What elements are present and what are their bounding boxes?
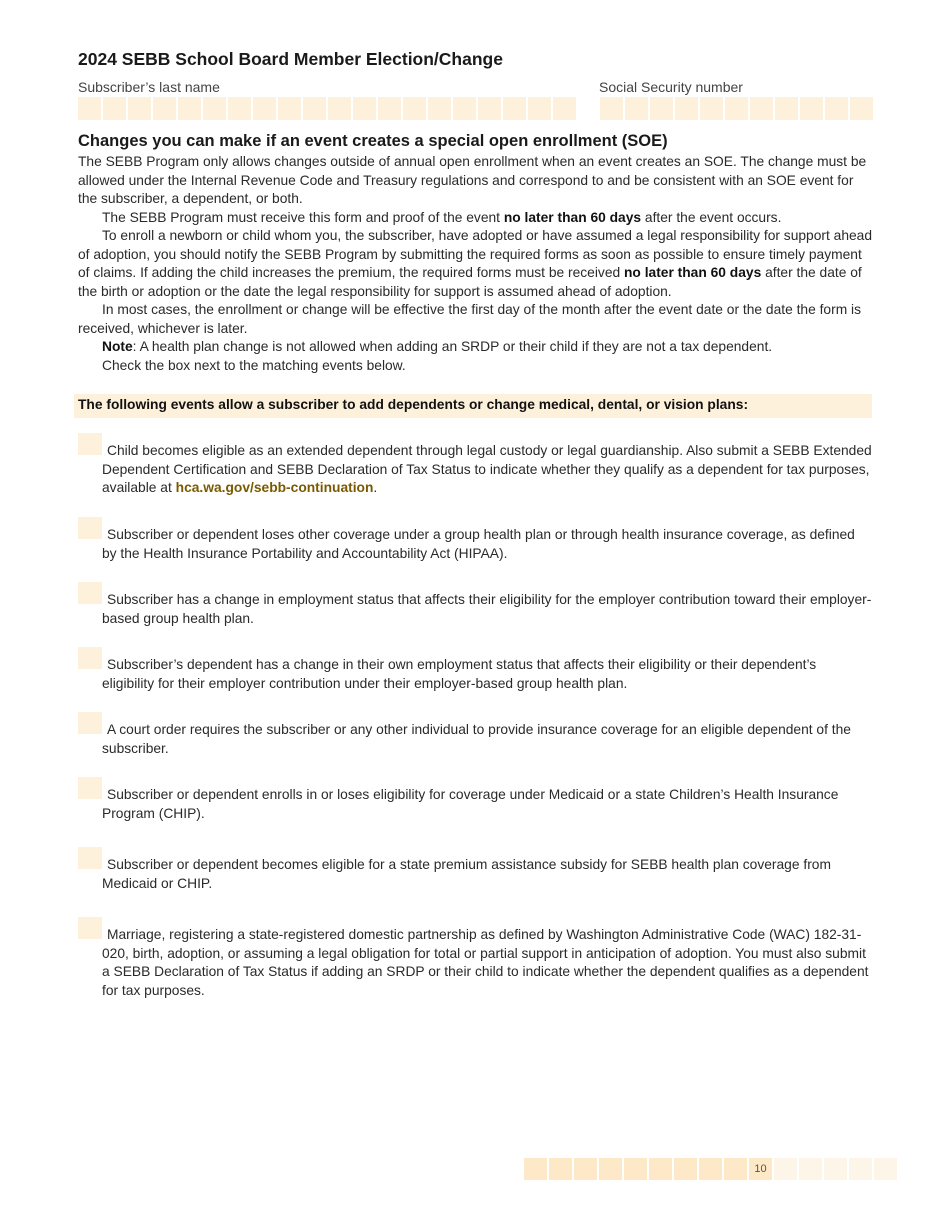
char-cell[interactable] [650,97,673,120]
soe-note: Note: A health plan change is not allowed when adding an SRDP or their child if they are not a tax dependent. [102,339,773,354]
soe-instruction: Check the box next to the matching events below. [102,357,406,373]
char-cell[interactable] [625,97,648,120]
page-tab[interactable] [824,1158,847,1180]
event-text: Child becomes eligible as an extended dependent through legal custody or legal guardianship. Also submit a SEBB Extended Dependent Certification and SEBB Declaration of Tax Status to indicate whether they qualify as a dependent for tax purposes, available at hca.wa.gov/sebb-continuation. [102,443,872,495]
char-cell[interactable] [228,97,251,120]
char-cell[interactable] [725,97,748,120]
char-cell[interactable] [178,97,201,120]
event-item [78,442,872,498]
char-cell[interactable] [800,97,823,120]
event-item [78,656,872,693]
event-item [78,591,872,628]
page-tab[interactable] [849,1158,872,1180]
char-cell[interactable] [328,97,351,120]
page-tab[interactable] [624,1158,647,1180]
events-banner: The following events allow a subscriber to add dependents or change medical, dental, or vision plans: [74,394,872,418]
char-cell[interactable] [78,97,101,120]
char-cell[interactable] [700,97,723,120]
char-cell[interactable] [750,97,773,120]
page-tab[interactable] [874,1158,897,1180]
soe-heading: Changes you can make if an event creates a special open enrollment (SOE) [78,132,668,150]
char-cell[interactable] [478,97,501,120]
char-cell[interactable] [403,97,426,120]
soe-intro [78,153,872,375]
event-checkbox[interactable] [78,647,102,669]
event-item [78,856,872,893]
char-cell[interactable] [553,97,576,120]
continuation-link[interactable]: hca.wa.gov/sebb-continuation [175,480,374,495]
current-page-indicator[interactable] [749,1158,772,1180]
char-cell[interactable] [775,97,798,120]
page-tab[interactable] [724,1158,747,1180]
event-text: Subscriber or dependent loses other coverage under a group health plan or through health insurance coverage, as defined by the Health Insurance Portability and Accountability Act (HIPAA). [102,527,855,561]
page-tab[interactable] [574,1158,597,1180]
event-checkbox[interactable] [78,847,102,869]
event-checkbox[interactable] [78,517,102,539]
event-checkbox[interactable] [78,777,102,799]
char-cell[interactable] [528,97,551,120]
char-cell[interactable] [503,97,526,120]
event-checkbox[interactable] [78,582,102,604]
soe-paragraph-4: In most cases, the enrollment or change will be effective the first day of the month after the event date or the date the form is received, whichever is later. [78,302,861,336]
soe-paragraph-1: The SEBB Program only allows changes outside of annual open enrollment when an event creates an SOE. The change must be allowed under the Internal Revenue Code and Treasury regulations and correspond to and be consistent with an SOE event for the subscriber, a dependent, or both. [78,154,867,206]
char-cell[interactable] [303,97,326,120]
event-text: A court order requires the subscriber or any other individual to provide insurance coverage for an eligible dependent of the subscriber. [102,722,851,756]
char-cell[interactable] [600,97,623,120]
char-cell[interactable] [378,97,401,120]
page-tab[interactable] [549,1158,572,1180]
form-title: 2024 SEBB School Board Member Election/Change [78,49,503,69]
ssn-input[interactable] [600,97,873,120]
char-cell[interactable] [675,97,698,120]
ssn-label: Social Security number [599,79,743,95]
page-tab[interactable] [674,1158,697,1180]
last-name-label: Subscriber’s last name [78,79,220,95]
event-item [78,721,872,758]
event-checkbox[interactable] [78,917,102,939]
page-number: 10 [754,1163,767,1175]
char-cell[interactable] [850,97,873,120]
char-cell[interactable] [153,97,176,120]
char-cell[interactable] [428,97,451,120]
event-text: Subscriber or dependent enrolls in or loses eligibility for coverage under Medicaid or a state Children’s Health Insurance Program (CHIP). [102,787,839,821]
page-tab[interactable] [524,1158,547,1180]
event-text: Subscriber or dependent becomes eligible for a state premium assistance subsidy for SEBB health plan coverage from Medicaid or CHIP. [102,857,831,891]
event-text: Marriage, registering a state-registered domestic partnership as defined by Washington Administrative Code (WAC) 182-31-020, birth, adoption, or assuming a legal obligation for total or partial support in anticipation of adoption. You must also submit a SEBB Declaration of Tax Status if adding an SRDP or their child to indicate whether the dependent qualifies as a dependent for tax purposes. [102,927,869,998]
char-cell[interactable] [453,97,476,120]
char-cell[interactable] [825,97,848,120]
char-cell[interactable] [353,97,376,120]
char-cell[interactable] [103,97,126,120]
event-item [78,786,872,823]
soe-paragraph-2: The SEBB Program must receive this form and proof of the event no later than 60 days after the event occurs. [102,209,782,225]
page-tab[interactable] [699,1158,722,1180]
event-text: Subscriber’s dependent has a change in their own employment status that affects their eligibility or their dependent’s eligibility for their employer contribution under their employer-based group health plan. [102,657,817,691]
char-cell[interactable] [203,97,226,120]
char-cell[interactable] [278,97,301,120]
event-checkbox[interactable] [78,433,102,455]
char-cell[interactable] [128,97,151,120]
page-tab[interactable] [649,1158,672,1180]
page-tab[interactable] [799,1158,822,1180]
event-item [78,526,872,563]
page-tab[interactable] [599,1158,622,1180]
event-item [78,926,872,1000]
soe-paragraph-3: To enroll a newborn or child whom you, the subscriber, have adopted or have assumed a legal responsibility for support ahead of adoption, you should notify the SEBB Program by submitting the required forms as soon as possible to ensure timely payment of claims. If adding the child increases the premium, the required forms must be received no later than 60 days after the date of the birth or adoption or the date the legal responsibility for support is assumed ahead of adoption. [78,228,873,299]
event-checkbox[interactable] [78,712,102,734]
page-navigation [524,1158,897,1180]
event-text: Subscriber has a change in employment status that affects their eligibility for the employer contribution toward their employer-based group health plan. [102,592,872,626]
page-tab[interactable] [774,1158,797,1180]
char-cell[interactable] [253,97,276,120]
last-name-input[interactable] [78,97,576,120]
